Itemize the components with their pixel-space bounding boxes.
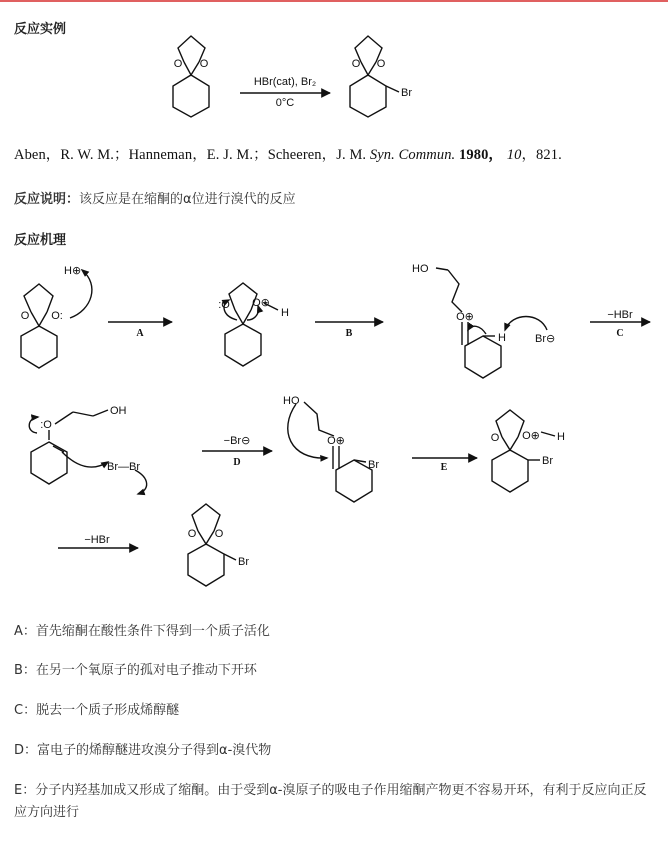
literature-citation bbox=[14, 143, 664, 164]
step-c-text: 脱去一个质子形成烯醇醚 bbox=[36, 703, 180, 718]
mech3-h: H bbox=[498, 332, 506, 344]
mech6-br: Br bbox=[542, 455, 553, 467]
citation-authors: Aben，R. W. M.；Hanneman，E. J. M.；Scheeren，J. M. bbox=[14, 147, 367, 163]
step-e-label: E： bbox=[14, 783, 36, 798]
explanation-label: 反应说明： bbox=[14, 192, 80, 207]
example-reactant-ketal bbox=[173, 36, 209, 117]
mech7-o-right: O bbox=[214, 528, 224, 540]
arrow-C-top: −HBr bbox=[607, 309, 633, 321]
mech5-ho: HO bbox=[283, 395, 300, 407]
mech3-o-plus: O⊕ bbox=[456, 311, 474, 323]
step-e-text: 分子内羟基加成又形成了缩酮。由于受到α-溴原子的吸电子作用缩酮产物更不容易开环，有利于反应向正反应方向进行 bbox=[14, 783, 647, 820]
example-reagent-top: HBr(cat), Br₂ bbox=[253, 76, 317, 88]
step-d bbox=[14, 740, 654, 762]
mech7-br: Br bbox=[238, 556, 249, 568]
example-product-o-right: O bbox=[376, 58, 386, 70]
step-c bbox=[14, 700, 654, 722]
example-reagent-bottom: 0°C bbox=[275, 97, 295, 109]
mech-protonated-ketal bbox=[225, 283, 278, 366]
step-b-text: 在另一个氧原子的孤对电子推动下开环 bbox=[35, 663, 257, 678]
mech-curved-arrow-enol bbox=[468, 326, 486, 334]
citation-journal: Syn. Commun. bbox=[369, 147, 456, 163]
mech4-brbr: Br—Br bbox=[107, 461, 140, 473]
mech1-o-right: O: bbox=[51, 310, 63, 322]
step-a bbox=[14, 621, 654, 643]
explanation-text: 该反应是在缩酮的α位进行溴代的反应 bbox=[79, 192, 296, 207]
mech-curved-arrow-deprotonation bbox=[505, 317, 547, 331]
mech5-br: Br bbox=[368, 459, 379, 471]
reaction-explanation bbox=[14, 188, 296, 207]
mech5-o-plus: O⊕ bbox=[327, 435, 345, 447]
step-d-text: 富电子的烯醇醚进攻溴分子得到α-溴代物 bbox=[37, 743, 272, 758]
arrow-B-label: B bbox=[345, 328, 353, 339]
arrow-D-label: D bbox=[233, 457, 241, 468]
mech3-bromide: Br⊖ bbox=[535, 333, 556, 345]
arrow-C-label: C bbox=[616, 328, 624, 339]
mech-protonated-bromoketal bbox=[492, 410, 555, 492]
citation-pages: ，821. bbox=[521, 147, 562, 163]
mech2-o-right: O⊕ bbox=[252, 297, 270, 309]
example-product-o-left: O bbox=[351, 58, 361, 70]
mech-curved-arrow-protonation bbox=[70, 270, 92, 318]
mech-curved-arrow-brbr bbox=[135, 470, 147, 494]
example-title: 反应实例 bbox=[14, 22, 67, 37]
mech4-oh: OH bbox=[110, 405, 127, 417]
mech-final-bromoketal bbox=[188, 504, 236, 586]
step-d-label: D： bbox=[14, 743, 38, 758]
citation-volume: 10 bbox=[506, 147, 522, 163]
step-a-label: A： bbox=[14, 624, 36, 639]
example-reactant-o-right: O bbox=[199, 58, 209, 70]
mech-ketal-1 bbox=[21, 284, 57, 368]
mech2-h: H bbox=[281, 307, 289, 319]
mech6-o-left: O bbox=[490, 432, 500, 444]
mech2-o-left: :O bbox=[218, 299, 230, 311]
mech1-o-left: O bbox=[20, 310, 30, 322]
arrow-D-top: −Br⊖ bbox=[223, 435, 251, 447]
mech-bromo-oxocarbenium bbox=[304, 402, 372, 502]
mech7-o-left: O bbox=[187, 528, 197, 540]
step-c-label: C： bbox=[14, 703, 37, 718]
mech-curved-arrow-enol-attack-2 bbox=[62, 452, 108, 467]
arrow-A-label: A bbox=[136, 328, 144, 339]
example-reactant-o-left: O bbox=[173, 58, 183, 70]
arrow-E-label: E bbox=[440, 462, 448, 473]
example-product-br: Br bbox=[401, 87, 412, 99]
mech6-o-plus: O⊕ bbox=[522, 430, 540, 442]
arrow-F-top: −HBr bbox=[84, 534, 110, 546]
step-a-text: 首先缩酮在酸性条件下得到一个质子活化 bbox=[35, 624, 270, 639]
step-b bbox=[14, 660, 654, 682]
step-e bbox=[14, 780, 654, 824]
example-product-bromoketal bbox=[350, 36, 399, 117]
mechanism-title: 反应机理 bbox=[14, 233, 67, 248]
citation-year: 1980， bbox=[459, 147, 504, 163]
mech4-o: :O bbox=[40, 419, 52, 431]
mech6-h: H bbox=[557, 431, 565, 443]
step-b-label: B： bbox=[14, 663, 36, 678]
mech-curved-arrow-enol-attack-1 bbox=[29, 417, 38, 433]
mech3-ho: HO bbox=[412, 263, 429, 275]
mech1-proton: H⊕ bbox=[64, 265, 82, 277]
mech-oxocarbenium bbox=[436, 268, 501, 378]
